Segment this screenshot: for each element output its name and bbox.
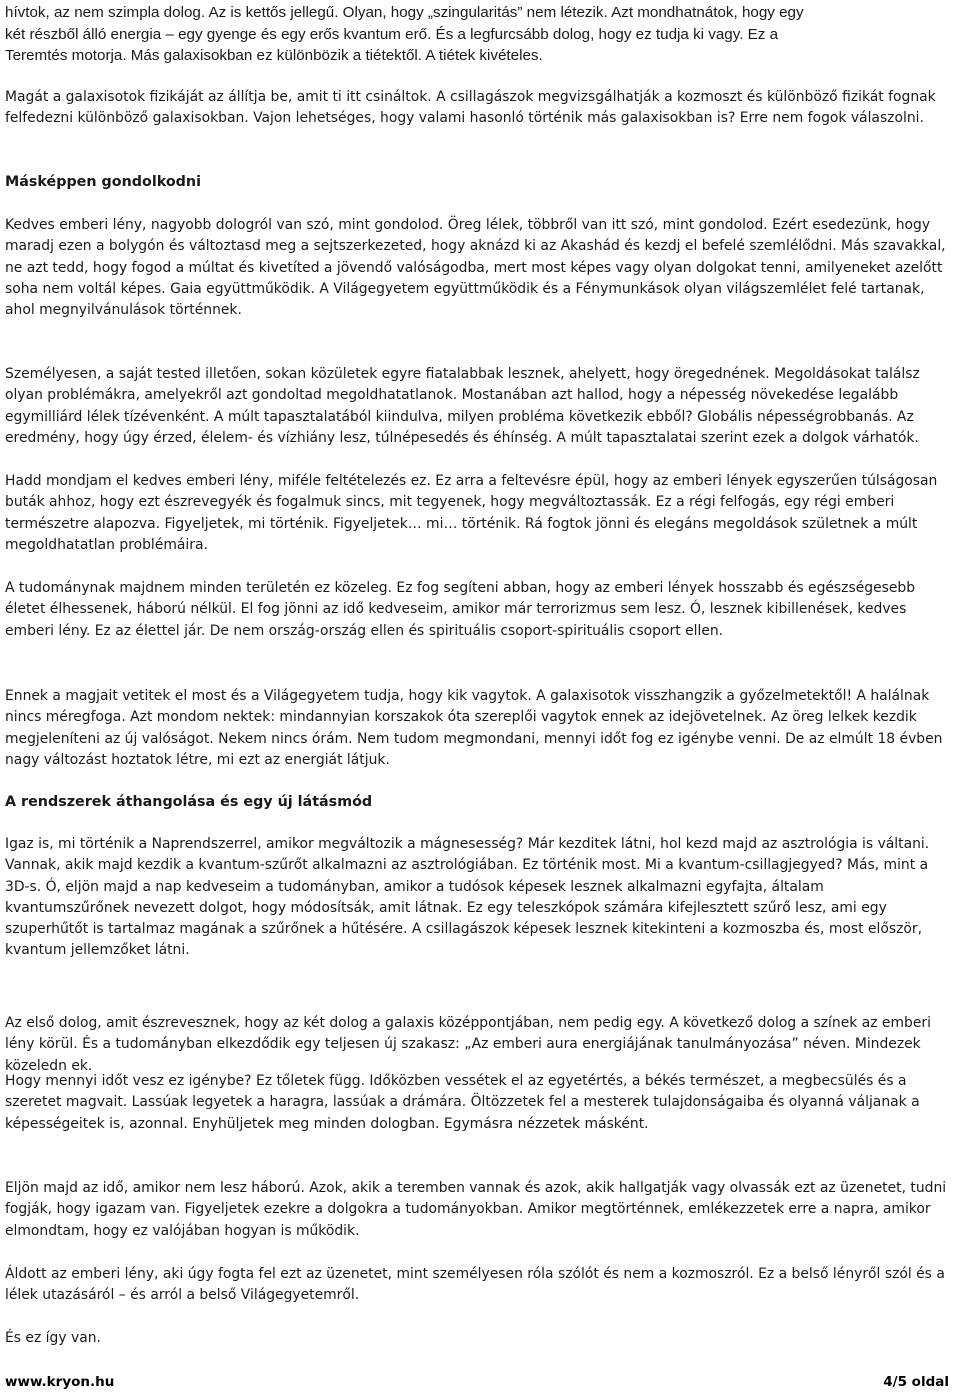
- intro-line: két részből álló energia – egy gyenge és egy erős kvantum erő. És a legfurcsább dolog, hogy ez tudja ki vagy. Ez a: [5, 25, 779, 43]
- paragraph-assumption: Hadd mondjam el kedves emberi lény, miféle feltételezés ez. Ez arra a feltevésre épül, hogy az emberi lények egyszerűen túlságosan buták ahhoz, hogy ezt észrevegyék és fogalmuk sincs, mit tegyenek, hogy megváltoztassák. Ez a régi felfogás, egy régi emberi természetre alapozva. Figyeljetek, mi történik. Figyeljetek… mi… történik. Rá fogtok jönni és elegáns megoldások születnek a múlt megoldhatatlan problémáira.: [5, 473, 938, 553]
- paragraph-first-thing: Az első dolog, amit észrevesznek, hogy az két dolog a galaxis középpontjában, nem pedig egy. A következő dolog a színek az emberi lény körül. És a tudományban elkezdődik egy teljesen új szakasz: „Az emberi aura energiájának tanulmányozása” néven. Mindezek közeledn ek.: [5, 1015, 931, 1074]
- page-footer: [5, 1374, 949, 1390]
- paragraph-no-war: Eljön majd az idő, amikor nem lesz háború. Azok, akik a teremben vannak és azok, akik hallgatják vagy olvassák ezt az üzenetet, tudni fogják, hogy igazam van. Figyeljetek ezekre a dolgokra a tudományokban. Amikor megtörténnek, emlékezzetek erre a napra, amikor elmondtam, hogy ez valójában hogyan is működik.: [5, 1180, 947, 1239]
- footer-website: www.kryon.hu: [5, 1374, 115, 1390]
- paragraph-dear-human: Kedves emberi lény, nagyobb dologról van szó, mint gondolod. Öreg lélek, többről van itt szó, mint gondolod. Ezért esedezünk, hogy maradj ezen a bolygón és változtasd meg a sejtszerkezeted, hogy aknázd ki az Akashád és kezdj el befelé szemlélődni. Más szavakkal, ne azt tedd, hogy fogod a múltat és kivetíted a jövendő valóságodba, mert most képes vagy olyan dolgokat tenni, amilyeneket azelőtt soha nem voltál képes. Gaia együttműködik. A Világegyetem együttműködik és a Fénymunkások olyan világszemlélet felé tartanak, ahol megnyilvánulások történnek.: [5, 217, 946, 319]
- paragraph-how-long: Hogy mennyi időt vesz ez igénybe? Ez tőletek függ. Időközben vessétek el az egyetértés, a békés természet, a megbecsülés és a szeretet magvait. Lassúak legyetek a haragra, lassúak a drámára. Öltözzetek fel a mesterek tulajdonságaiba és olyanná váljanak a képességeitek is, azonnal. Enyhüljetek meg minden dologban. Egymásra nézzetek másként.: [5, 1073, 920, 1132]
- section-heading-think-differently: Másképpen gondolkodni: [5, 174, 201, 190]
- intro-paragraph: [5, 2, 949, 67]
- intro-line: hívtok, az nem szimpla dolog. Az is kettős jellegű. Olyan, hogy „szingularitás” nem létezik. Azt mondhatnátok, hogy egy: [5, 4, 804, 21]
- paragraph-closing: És ez így van.: [5, 1330, 101, 1346]
- paragraph-solar-system: Igaz is, mi történik a Naprendszerrel, amikor megváltozik a mágnesesség? Már kezditek látni, hol kezd majd az asztrológia is váltani. Vannak, akik majd kezdik a kvantum-szűrőt alkalmazni az asztrológiában. Ez történik most. Mi a kvantum-csillagjegyed? Más, mint a 3D-s. Ó, eljön majd a nap kedveseim a tudományban, amikor a tudósok képesek lesznek alkalmazni egyfajta, általam kvantumszűrőnek nevezett dolgot, hogy módosítsák, amit látnak. Ez egy teleszkópok számára kifejlesztett szűrő lesz, ami egy szuperhűtőt is tartalmaz magának a szűrőnek a hűtésére. A csillagászok képesek lesznek kitekinteni a kozmoszba és, most először, kvantum jellemzőket látni.: [5, 836, 930, 959]
- paragraph-science: A tudománynak majdnem minden területén ez közeleg. Ez fog segíteni abban, hogy az emberi lények hosszabb és egészségesebb életet élhessenek, háború nélkül. El fog jönni az idő kedveseim, amikor már terrorizmus sem lesz. Ó, lesznek kibillenések, kedves emberi lény. Ez az élettel jár. De nem ország-ország ellen és spirituális csoport-spirituális csoport ellen.: [5, 580, 916, 639]
- intro-line: Teremtés motorja. Más galaxisokban ez különbözik a tiétektől. A tiétek kivételes.: [5, 47, 543, 64]
- paragraph-seeds: Ennek a magjait vetitek el most és a Világegyetem tudja, hogy kik vagytok. A galaxisotok visszhangzik a győzelmetektől! A halálnak nincs méregfoga. Azt mondom nektek: mindannyian korszakok óta szereplői vagytok ennek az idejövetelnek. Az öreg lelkek kezdik megjeleníteni az új valóságot. Nekem nincs órám. Nem tudom megmondani, mennyi időt fog ez igénybe venni. De az elmúlt 18 évben nagy változást hoztatok létre, mi ezt az energiát látjuk.: [5, 688, 943, 768]
- paragraph-blessed: Áldott az emberi lény, aki úgy fogta fel ezt az üzenetet, mint személyesen róla szólót és nem a kozmoszról. Ez a belső lényről szól és a lélek utazásáról – és arról a belső Világegyetemről.: [5, 1266, 945, 1304]
- paragraph-personally: Személyesen, a saját tested illetően, sokan közületek egyre fiatalabbak lesznek, ahelyett, hogy öregednének. Megoldásokat találsz olyan problémákra, amelyekről azt gondoltad megoldhatatlanok. Mostanában azt hallod, hogy a népesség növekedése legalább egymilliárd lélek tízévenként. A múlt tapasztalatából kiindulva, milyen probléma következik ebből? Globális népességrobbanás. Az eredmény, hogy úgy érzed, élelem- és vízhiány lesz, túlnépesedés és éhínség. A múlt tapasztalatai szerint ezek a dolgok várhatók.: [5, 366, 920, 446]
- paragraph-galaxy-physics: Magát a galaxisotok fizikáját az állítja be, amit ti itt csináltok. A csillagászok megvizsgálhatják a kozmoszt és különböző fizikát fognak felfedezni különböző galaxisokban. Vajon lehetséges, hogy valami hasonló történik más galaxisokban is? Erre nem fogok válaszolni.: [5, 89, 936, 127]
- footer-page-number: 4/5 oldal: [883, 1374, 949, 1390]
- section-heading-retuning: A rendszerek áthangolása és egy új látásmód: [5, 794, 373, 810]
